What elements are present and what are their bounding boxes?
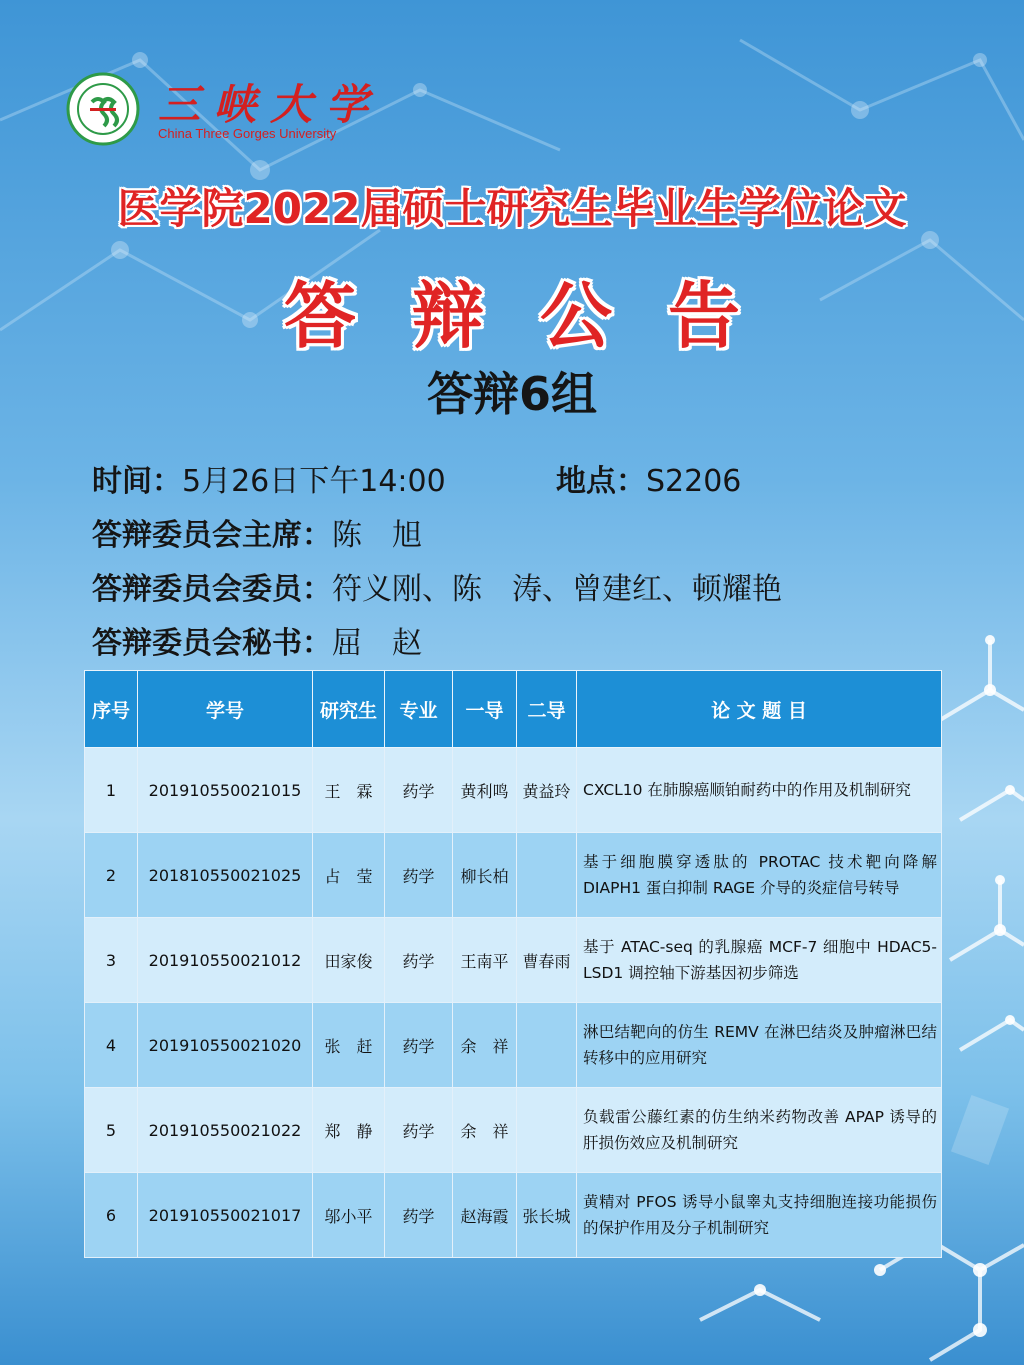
- members-value: 符义刚、陈 涛、曾建红、顿耀艳: [332, 572, 782, 607]
- time-value: 5月26日下午14:00: [182, 464, 446, 499]
- secretary-row: [92, 618, 422, 662]
- time-row: [92, 456, 446, 500]
- university-seal-icon: [66, 72, 140, 146]
- cell-thesis-title: 负载雷公藤红素的仿生纳米药物改善 APAP 诱导的肝损伤效应及机制研究: [577, 1088, 942, 1173]
- table-header-row: [85, 671, 942, 748]
- cell-thesis-title: CXCL10 在肺腺癌顺铂耐药中的作用及机制研究: [577, 748, 942, 833]
- cell-student-name: 田家俊: [313, 918, 385, 1003]
- logo-english-name: China Three Gorges University: [158, 126, 337, 141]
- cell-student-name: 邬小平: [313, 1173, 385, 1258]
- cell-second-advisor: [517, 1003, 577, 1088]
- cell-number: 6: [85, 1173, 138, 1258]
- cell-major: 药学: [385, 918, 453, 1003]
- cell-student-id: 201810550021025: [138, 833, 313, 918]
- place-value: S2206: [646, 464, 742, 499]
- header-first-advisor: 一导: [453, 671, 517, 748]
- table-row: [85, 1173, 942, 1258]
- cell-number: 3: [85, 918, 138, 1003]
- cell-first-advisor: 余 祥: [453, 1088, 517, 1173]
- cell-student-id: 201910550021012: [138, 918, 313, 1003]
- university-logo: [66, 70, 383, 150]
- cell-student-id: 201910550021015: [138, 748, 313, 833]
- cell-second-advisor: [517, 1088, 577, 1173]
- cell-student-name: 占 莹: [313, 833, 385, 918]
- cell-first-advisor: 黄利鸣: [453, 748, 517, 833]
- table-row: [85, 1088, 942, 1173]
- table-row: [85, 918, 942, 1003]
- chair-value: 陈 旭: [332, 518, 422, 553]
- cell-second-advisor: 张长城: [517, 1173, 577, 1258]
- logo-chinese-name: 三峡大学: [158, 80, 383, 129]
- cell-major: 药学: [385, 1173, 453, 1258]
- announcement-title: 答辩公告: [283, 273, 796, 358]
- header-number: 序号: [85, 671, 138, 748]
- main-title: 医学院2022届硕士研究生毕业生学位论文: [117, 184, 907, 233]
- cell-number: 5: [85, 1088, 138, 1173]
- cell-student-id: 201910550021017: [138, 1173, 313, 1258]
- chair-row: [92, 510, 422, 554]
- header-student-id: 学号: [138, 671, 313, 748]
- cell-number: 4: [85, 1003, 138, 1088]
- cell-number: 2: [85, 833, 138, 918]
- cell-student-name: 张 赶: [313, 1003, 385, 1088]
- cell-first-advisor: 赵海霞: [453, 1173, 517, 1258]
- time-label: 时间：: [92, 464, 182, 499]
- chair-label: 答辩委员会主席：: [92, 518, 332, 553]
- cell-thesis-title: 淋巴结靶向的仿生 REMV 在淋巴结炎及肿瘤淋巴结转移中的应用研究: [577, 1003, 942, 1088]
- secretary-label: 答辩委员会秘书：: [92, 626, 332, 661]
- header-second-advisor: 二导: [517, 671, 577, 748]
- cell-first-advisor: 柳长柏: [453, 833, 517, 918]
- table-row: [85, 833, 942, 918]
- cell-second-advisor: [517, 833, 577, 918]
- members-row: [92, 564, 782, 608]
- table-row: [85, 748, 942, 833]
- cell-student-id: 201910550021022: [138, 1088, 313, 1173]
- cell-first-advisor: 余 祥: [453, 1003, 517, 1088]
- header-thesis-title: 论 文 题 目: [577, 671, 942, 748]
- header-student-name: 研究生: [313, 671, 385, 748]
- cell-major: 药学: [385, 1003, 453, 1088]
- cell-second-advisor: 黄益玲: [517, 748, 577, 833]
- header-major: 专业: [385, 671, 453, 748]
- cell-student-id: 201910550021020: [138, 1003, 313, 1088]
- cell-thesis-title: 基于 ATAC-seq 的乳腺癌 MCF-7 细胞中 HDAC5-LSD1 调控轴下游基因初步筛选: [577, 918, 942, 1003]
- cell-major: 药学: [385, 748, 453, 833]
- cell-major: 药学: [385, 1088, 453, 1173]
- place-label: 地点：: [556, 464, 646, 499]
- cell-first-advisor: 王南平: [453, 918, 517, 1003]
- members-label: 答辩委员会委员：: [92, 572, 332, 607]
- cell-student-name: 郑 静: [313, 1088, 385, 1173]
- cell-second-advisor: 曹春雨: [517, 918, 577, 1003]
- defense-schedule-table: [84, 670, 942, 1258]
- secretary-value: 屈 赵: [332, 626, 422, 661]
- cell-thesis-title: 基于细胞膜穿透肽的 PROTAC 技术靶向降解 DIAPH1 蛋白抑制 RAGE 介导的炎症信号转导: [577, 833, 942, 918]
- cell-student-name: 王 霖: [313, 748, 385, 833]
- cell-thesis-title: 黄精对 PFOS 诱导小鼠睾丸支持细胞连接功能损伤的保护作用及分子机制研究: [577, 1173, 942, 1258]
- group-title: 答辩6组: [426, 367, 597, 421]
- cell-number: 1: [85, 748, 138, 833]
- place-row: [556, 456, 741, 500]
- cell-major: 药学: [385, 833, 453, 918]
- table-row: [85, 1003, 942, 1088]
